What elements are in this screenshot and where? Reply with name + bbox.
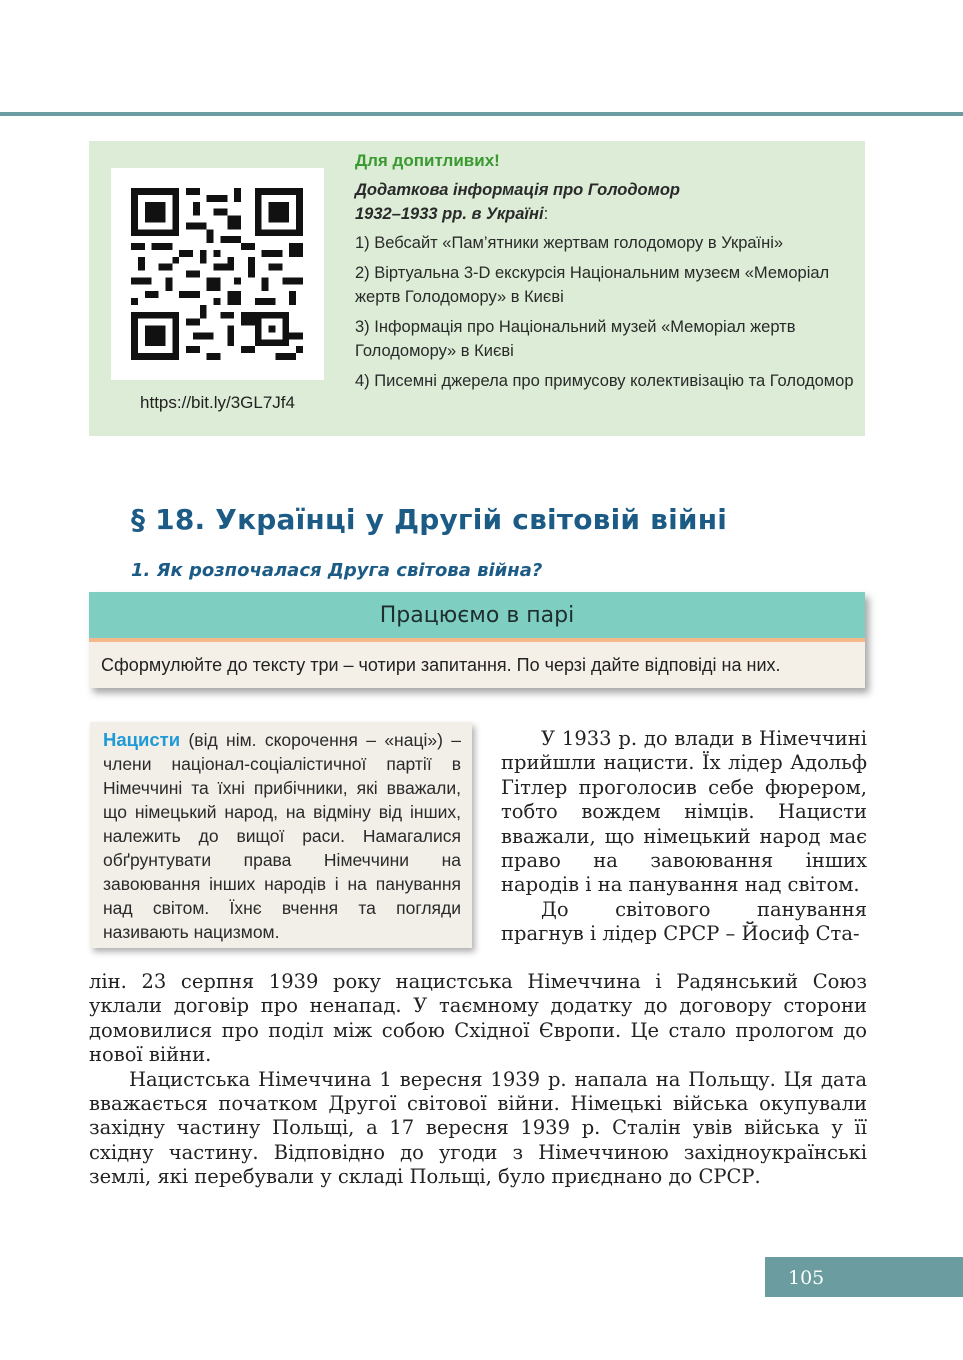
paragraph-1: У 1933 р. до влади в Німеччині прийшли нацисти. Їх лідер Адольф Гітлер проголосив себе фюрером, тобто вождем німців. Нацисти вважали, що німецький народ має право на завоювання інших народів і на панування над світом. <box>501 727 867 897</box>
paragraph-3: Нацистська Німеччина 1 вересня 1939 р. напала на Польщу. Ця дата вважається початком Другої світової війни. Німецькі війська окупували західну частину Польщі, а 17 вересня 1939 р. Сталін увів війська у її східну частину. Відповідно до угоди з Німеччиною західноукраїнські землі, які перебували у складі Польщі, було приєднано до СРСР. <box>89 1067 867 1189</box>
paragraph-2-end: лін. 23 серпня 1939 року нацистська Німеччина і Радянський Союз уклали договір про ненапад. У таємному додатку до договору сторони домовилися про поділ між собою Східної Європи. Це стало прологом до нової війни. <box>89 970 867 1067</box>
top-rule <box>0 112 963 116</box>
info-item-2[interactable]: 2) Віртуальна 3-D екскурсія Національним музеєм «Меморіал жертв Голодомору» в Києві <box>355 264 830 306</box>
info-subheading-line2 <box>355 202 855 226</box>
info-subheading-years: 1932–1933 рр. в Україні <box>355 205 544 223</box>
info-subheading-colon: : <box>543 205 549 223</box>
page-number-tab <box>765 1257 963 1297</box>
qr-code-image <box>131 188 303 360</box>
info-box <box>89 141 865 436</box>
subsection-title: 1. Як розпочалася Друга світова війна? <box>131 560 543 581</box>
info-item-3[interactable]: 3) Інформація про Національний музей «Меморіал жертв Голодомору» в Києві <box>355 318 796 360</box>
info-heading: Для допитливих! <box>355 151 500 170</box>
pair-task-body: Сформулюйте до тексту три – чотири запитання. По черзі дайте відповіді на них. <box>89 642 865 688</box>
info-item-4[interactable]: 4) Писемні джерела про примусову колективізацію та Голодомор <box>355 372 854 390</box>
section-title: § 18. Українці у Другій світовій війні <box>131 503 728 536</box>
qr-code[interactable] <box>111 168 324 380</box>
pair-task-header: Працюємо в парі <box>89 592 865 642</box>
info-text <box>355 149 855 399</box>
qr-link[interactable]: https://bit.ly/3GL7Jf4 <box>140 393 295 412</box>
paragraph-2-start: До світового панування прагнув і лідер СРСР – Йосиф Ста- <box>501 897 867 946</box>
info-item-1[interactable]: 1) Вебсайт «Пам’ятники жертвам голодомору в Україні» <box>355 234 784 252</box>
pair-task-box <box>89 592 865 688</box>
term-text <box>103 728 461 944</box>
term-definition-box <box>90 722 472 948</box>
info-subheading-line1: Додаткова інформація про Голодомор <box>355 181 680 199</box>
term-word: Нацисти <box>103 729 181 750</box>
body-full-width <box>89 970 867 1190</box>
page-number: 105 <box>788 1267 825 1289</box>
info-subheading <box>355 178 855 226</box>
body-right-column <box>501 727 867 947</box>
term-definition: (від нім. скорочення – «наці») – члени націонал-соціалістичної партії в Німеччині та їхні прибічники, які вважали, що німецький народ, на відміну від інших, належить до вищої раси. Намагалися обґрунтувати права Німеччини на завоювання інших народів і на панування над світом. Їхнє вчення та погляди називають нацизмом. <box>103 730 461 942</box>
